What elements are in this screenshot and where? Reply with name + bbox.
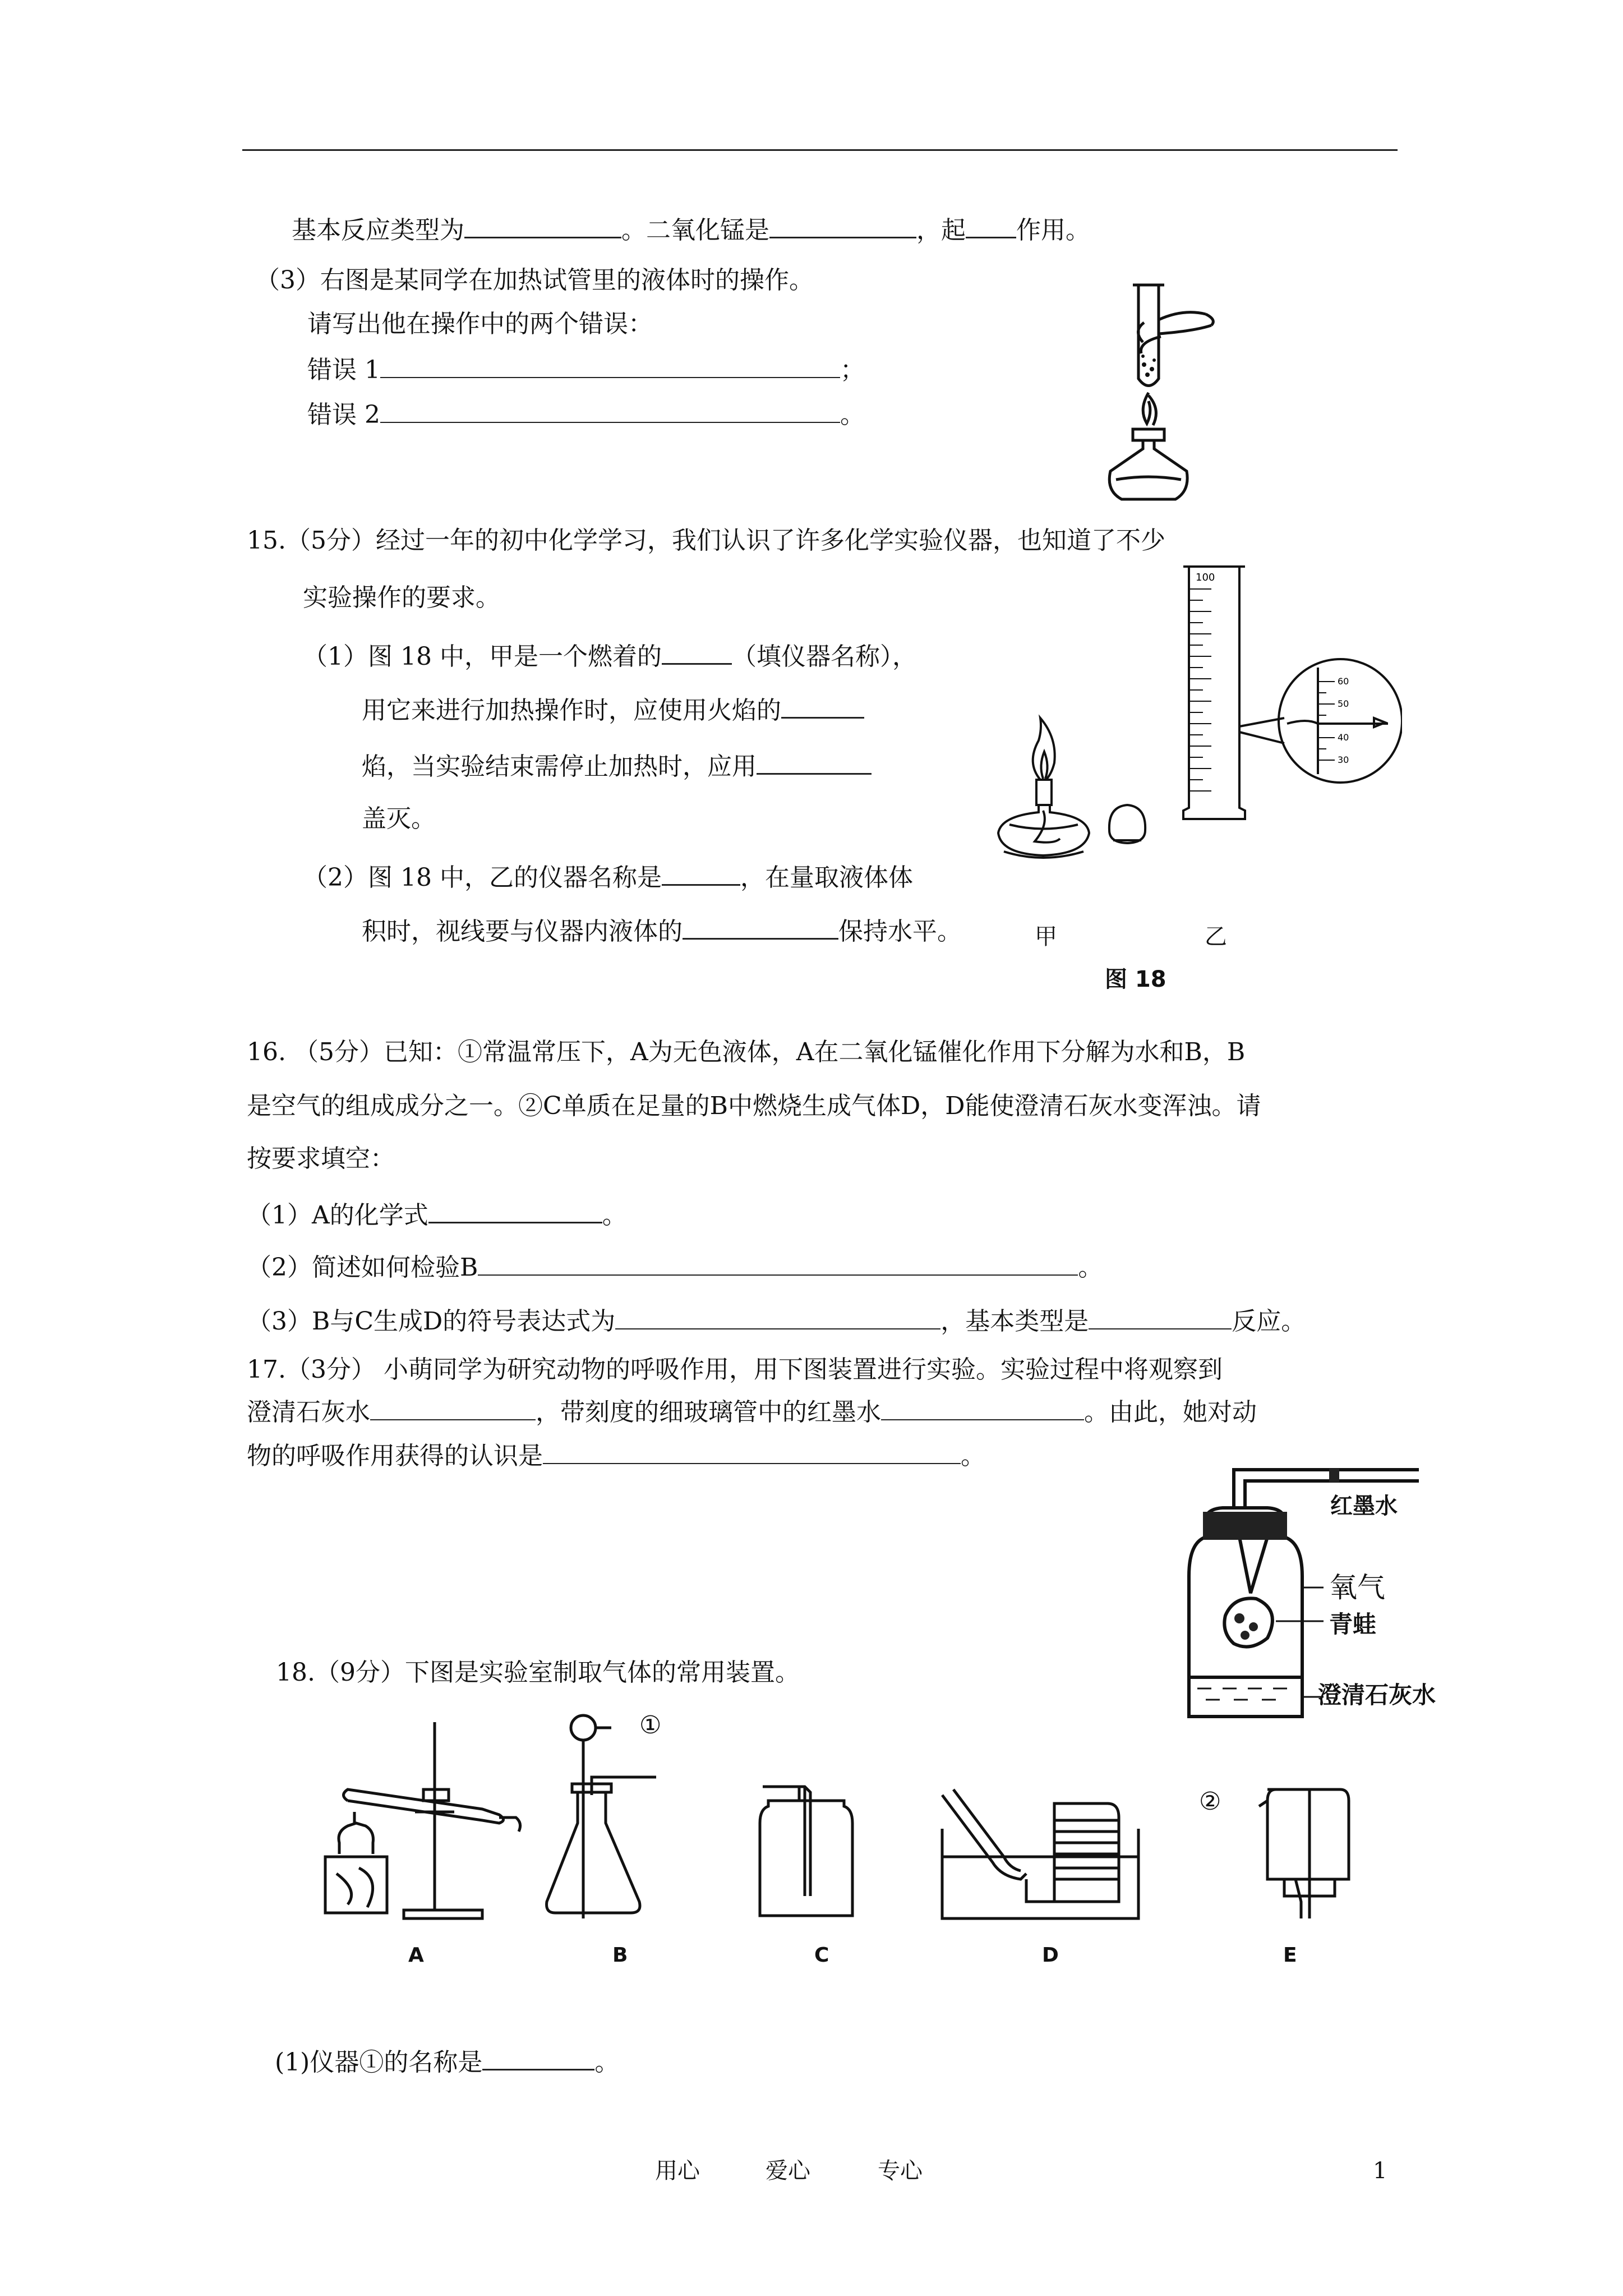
label-e: E [1283, 1944, 1297, 1967]
q14-ask: 请写出他在操作中的两个错误： [307, 310, 653, 338]
q15-text: 焰，当实验结束需停止加热时，应用 [362, 752, 757, 781]
cyl-tick-50: 50 [1338, 698, 1349, 709]
q17-line2 [247, 1393, 1257, 1429]
cyl-tick-40: 40 [1338, 732, 1349, 743]
mark-1: ① [639, 1711, 662, 1740]
blank-symbol-equation[interactable] [615, 1303, 940, 1329]
label-d: D [1042, 1944, 1059, 1967]
blank-yi-name[interactable] [662, 858, 740, 886]
blank-flame-part[interactable] [781, 691, 864, 719]
q14-line1 [292, 211, 1090, 247]
q16-text: （3）B与C生成D的符号表达式为 [247, 1307, 616, 1336]
q18-p1 [275, 2043, 619, 2079]
q17-text: 物的呼吸作用获得的认识是 [247, 1442, 543, 1470]
q17-text: ，带刻度的细玻璃管中的红墨水 [536, 1398, 881, 1427]
q18-text: 。 [594, 2048, 620, 2077]
footer-text-2: 爱心 [766, 2158, 810, 2184]
q14-text: 基本反应类型为 [292, 216, 464, 245]
blank-formula-a[interactable] [428, 1196, 602, 1223]
header-rule [242, 149, 1398, 151]
heating-test-tube-figure [1099, 280, 1234, 505]
blank-reaction-kind[interactable] [1089, 1303, 1232, 1329]
q16-text: 。 [1078, 1253, 1103, 1282]
q17-text: 澄清石灰水 [247, 1398, 370, 1427]
blank-extinguish-with[interactable] [757, 747, 872, 775]
apparatus-b [547, 1715, 656, 1918]
q17-line3 [247, 1437, 985, 1473]
q15-line2: 实验操作的要求。 [303, 583, 500, 612]
q16-text: 反应。 [1232, 1307, 1306, 1336]
figure-18-caption: 图 18 [1105, 967, 1166, 992]
q15-p1-line4: 盖灭。 [362, 804, 436, 833]
q15-text: （填仪器名称）， [731, 642, 917, 671]
q14-err1 [307, 351, 865, 387]
q16-text: ，基本类型是 [940, 1307, 1089, 1336]
alcohol-lamp-figure [987, 712, 1172, 864]
blank-mno2-role[interactable] [769, 211, 916, 238]
label-b: B [612, 1944, 628, 1967]
q16-p1 [247, 1196, 627, 1232]
blank-error-1[interactable] [380, 351, 840, 378]
q15-text: （1）图 18 中，甲是一个燃着的 [303, 642, 662, 671]
q15-line1: 15.（5分）经过一年的初中化学学习，我们认识了许多化学实验仪器，也知道了不少 [247, 526, 1165, 555]
blank-instrument-1-name[interactable] [482, 2043, 594, 2070]
q14-text: ，起 [916, 216, 966, 245]
q15-text: ，在量取液体体 [740, 863, 913, 892]
gas-apparatus-row [314, 1711, 1469, 1952]
apparatus-a [325, 1722, 520, 1918]
measuring-cylinder-figure [1166, 555, 1402, 830]
blank-test-b[interactable] [478, 1249, 1078, 1276]
q14-sub3: （3）右图是某同学在加热试管里的液体时的操作。 [255, 266, 814, 295]
cyl-tick-60: 60 [1338, 676, 1349, 687]
q17-text: 。 [961, 1442, 985, 1470]
q15-text: 用它来进行加热操作时，应使用火焰的 [362, 696, 781, 725]
cyl-tick-100: 100 [1196, 572, 1215, 583]
label-red-ink: 红墨水 [1330, 1493, 1398, 1519]
q16-text: （2）简述如何检验B [247, 1253, 478, 1282]
q17-line1: 17.（3分） 小萌同学为研究动物的呼吸作用，用下图装置进行实验。实验过程中将观察到 [247, 1355, 1223, 1384]
q15-text: 积时，视线要与仪器内液体的 [362, 917, 683, 946]
blank-meniscus[interactable] [683, 912, 838, 940]
q16-line1: 16. （5分）已知：①常温常压下，A为无色液体，A在二氧化锰催化作用下分解为水和B，B [247, 1038, 1246, 1066]
q16-line2: 是空气的组成成分之一。②C单质在足量的B中燃烧生成气体D，D能使澄清石灰水变浑浊。请 [247, 1092, 1261, 1120]
blank-error-2[interactable] [380, 396, 840, 423]
q14-err1-end: ； [840, 356, 865, 384]
blank-effect[interactable] [966, 211, 1016, 238]
q16-text: （1）A的化学式 [247, 1201, 428, 1230]
q18-text: (1)仪器①的名称是 [275, 2048, 483, 2077]
q16-p3 [247, 1303, 1306, 1338]
apparatus-c [760, 1787, 852, 1916]
blank-red-ink[interactable] [881, 1393, 1084, 1420]
blank-reaction-type[interactable] [464, 211, 621, 238]
q15-p1-line1 [303, 637, 917, 674]
q15-text: （2）图 18 中，乙的仪器名称是 [303, 863, 662, 892]
apparatus-d [942, 1789, 1138, 1918]
label-yi: 乙 [1205, 924, 1227, 950]
q14-err2-end: 。 [840, 401, 865, 429]
q17-text: 。由此，她对动 [1084, 1398, 1257, 1427]
label-jia: 甲 [1035, 924, 1057, 950]
blank-instrument-name[interactable] [662, 637, 732, 665]
apparatus-e [1259, 1789, 1349, 1918]
blank-lime-water[interactable] [370, 1393, 536, 1420]
footer-text-3: 专心 [878, 2158, 923, 2184]
q16-line3: 按要求填空： [247, 1144, 395, 1173]
q14-text: 。二氧化锰是 [621, 216, 769, 245]
q15-text: 保持水平。 [838, 917, 962, 946]
q15-p1-line2 [362, 691, 864, 728]
label-lime-water: 澄清石灰水 [1318, 1681, 1436, 1709]
mark-2: ② [1199, 1787, 1221, 1816]
q15-p2-line1 [303, 858, 913, 895]
label-c: C [814, 1944, 829, 1967]
q15-p2-line2 [362, 912, 962, 949]
page-number: 1 [1373, 2158, 1387, 2184]
footer-text-1: 用心 [655, 2158, 700, 2184]
q14-err2-label: 错误 2 [307, 401, 380, 429]
blank-respiration-conclusion[interactable] [543, 1437, 961, 1464]
label-frog: 青蛙 [1329, 1611, 1377, 1638]
q18-line1: 18.（9分）下图是实验室制取气体的常用装置。 [276, 1658, 800, 1687]
q14-err2 [307, 396, 865, 432]
label-a: A [408, 1944, 424, 1967]
cyl-tick-30: 30 [1338, 754, 1349, 765]
q16-p2 [247, 1249, 1103, 1285]
q14-err1-label: 错误 1 [307, 356, 380, 384]
q14-text: 作用。 [1016, 216, 1090, 245]
q15-p1-line3 [362, 747, 872, 784]
q16-text: 。 [602, 1201, 627, 1230]
label-oxygen: 氧气 [1329, 1571, 1385, 1604]
